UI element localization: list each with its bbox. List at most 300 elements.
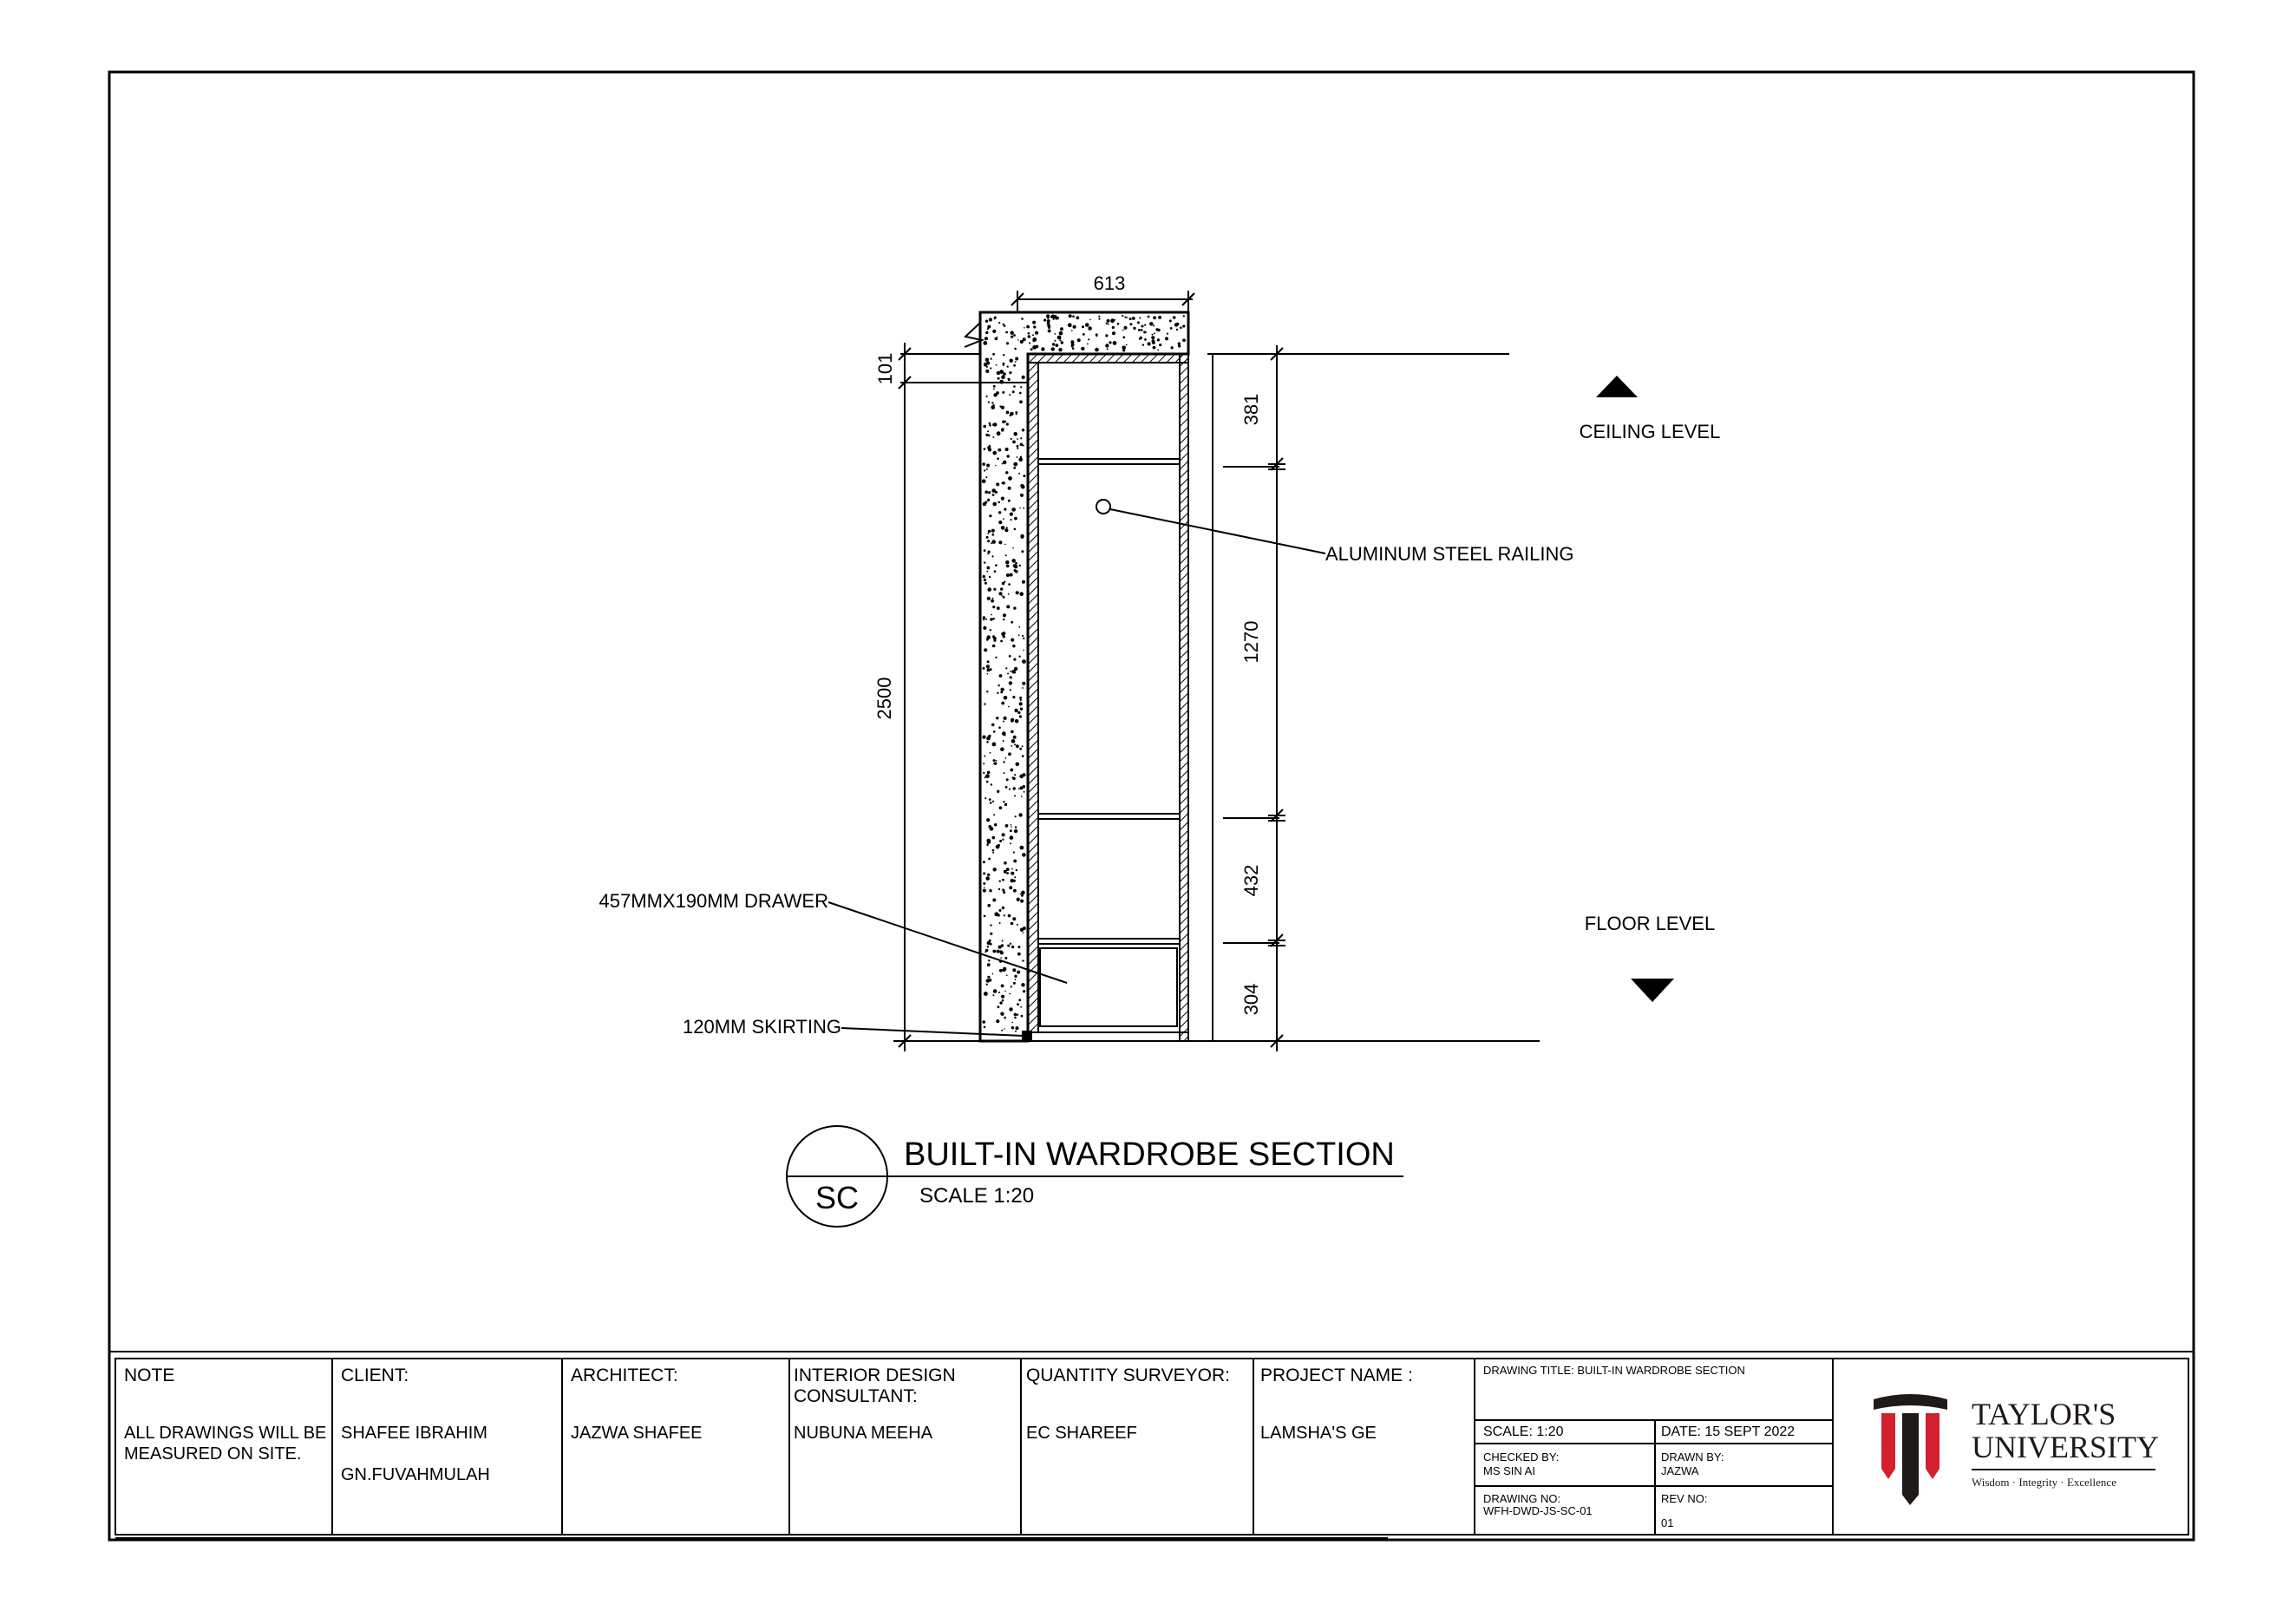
concrete-speckle: [1004, 870, 1007, 874]
concrete-speckle: [1019, 592, 1024, 596]
concrete-speckle: [985, 331, 988, 334]
concrete-speckle: [998, 521, 1002, 524]
concrete-speckle: [991, 405, 995, 409]
concrete-speckle: [1028, 335, 1031, 338]
concrete-speckle: [992, 606, 995, 608]
project-label: PROJECT NAME :: [1260, 1365, 1413, 1385]
concrete-speckle: [989, 798, 991, 801]
dim-613: 613: [1093, 272, 1126, 294]
concrete-speckle: [1001, 1030, 1003, 1031]
qs-label: QUANTITY SURVEYOR:: [1026, 1365, 1230, 1385]
concrete-speckle: [986, 984, 988, 986]
concrete-speckle: [1008, 500, 1011, 502]
concrete-speckle: [993, 422, 997, 426]
concrete-speckle: [1003, 354, 1004, 356]
concrete-speckle: [1073, 325, 1076, 329]
concrete-speckle: [1003, 324, 1004, 325]
concrete-speckle: [990, 933, 992, 935]
concrete-speckle: [1009, 681, 1012, 684]
concrete-speckle: [1032, 321, 1036, 324]
concrete-speckle: [1001, 702, 1004, 705]
concrete-speckle: [991, 542, 992, 544]
floor-level-triangle-icon: [1631, 979, 1674, 1002]
concrete-speckle: [986, 638, 989, 641]
concrete-speckle: [989, 445, 991, 447]
concrete-speckle: [1020, 786, 1024, 789]
concrete-speckle: [1013, 334, 1016, 337]
concrete-speckle: [996, 760, 998, 762]
shelf-top: [1038, 459, 1180, 464]
concrete-speckle: [1004, 957, 1007, 959]
concrete-speckle: [993, 868, 997, 871]
concrete-speckle: [992, 502, 997, 507]
concrete-speckle: [1013, 467, 1016, 469]
concrete-speckle: [1021, 318, 1024, 320]
wardrobe-left-panel: [1028, 363, 1038, 1032]
ceiling-level-label: CEILING LEVEL: [1579, 421, 1721, 442]
skirting-label: 120MM SKIRTING: [683, 1016, 841, 1038]
concrete-speckle: [1017, 924, 1018, 926]
drawing-title-field: DRAWING TITLE: BUILT-IN WARDROBE SECTION: [1483, 1364, 1745, 1377]
concrete-speckle: [998, 592, 1002, 595]
concrete-speckle: [992, 598, 994, 599]
concrete-speckle: [1000, 1012, 1004, 1016]
concrete-speckle: [1105, 344, 1109, 347]
concrete-speckle: [999, 1001, 1002, 1004]
concrete-speckle: [1006, 605, 1010, 608]
concrete-speckle: [1182, 324, 1185, 327]
concrete-speckle: [1014, 774, 1016, 776]
rev-value: 01: [1661, 1516, 1674, 1529]
concrete-speckle: [1019, 775, 1024, 779]
concrete-speckle: [1098, 316, 1100, 318]
concrete-speckle: [1010, 671, 1011, 672]
concrete-speckle: [1015, 411, 1017, 414]
concrete-speckle: [1016, 591, 1019, 594]
concrete-speckle: [1018, 999, 1021, 1001]
concrete-speckle: [1152, 337, 1154, 338]
shelf-middle: [1038, 814, 1180, 819]
concrete-speckle: [1004, 1017, 1006, 1019]
concrete-speckle: [1003, 613, 1006, 617]
concrete-speckle: [1004, 544, 1006, 546]
concrete-speckle: [1023, 508, 1024, 509]
drawing-title-block: [787, 1126, 1403, 1227]
concrete-speckle: [990, 827, 994, 831]
concrete-speckle: [992, 436, 994, 438]
concrete-speckle: [1122, 336, 1125, 338]
concrete-speckle: [1114, 319, 1115, 321]
concrete-speckle: [991, 402, 993, 403]
concrete-speckle: [1173, 316, 1176, 319]
concrete-speckle: [987, 325, 991, 329]
concrete-speckle: [985, 774, 990, 778]
concrete-speckle: [988, 530, 991, 534]
concrete-speckle: [1013, 432, 1017, 436]
concrete-speckle: [983, 575, 985, 578]
concrete-speckle: [1020, 699, 1022, 701]
concrete-speckle: [1013, 364, 1016, 367]
concrete-speckle: [1015, 815, 1017, 817]
concrete-speckle: [986, 566, 990, 570]
concrete-speckle: [1009, 886, 1012, 889]
concrete-speckle: [986, 536, 989, 539]
concrete-speckle: [1002, 907, 1004, 909]
concrete-speckle: [1007, 945, 1010, 947]
concrete-speckle: [1002, 634, 1004, 637]
concrete-speckle: [1011, 879, 1014, 882]
concrete-speckle: [1011, 745, 1012, 747]
concrete-speckle: [983, 425, 986, 429]
concrete-speckle: [983, 772, 984, 774]
concrete-speckle: [1013, 658, 1016, 661]
concrete-speckle: [982, 479, 986, 483]
concrete-speckle: [987, 976, 990, 979]
concrete-speckle: [987, 328, 989, 330]
concrete-speckle: [984, 776, 986, 778]
concrete-speckle: [1060, 327, 1063, 331]
concrete-speckle: [993, 588, 996, 591]
concrete-speckle: [1006, 868, 1010, 871]
concrete-speckle: [992, 950, 996, 953]
concrete-speckle: [1011, 739, 1016, 743]
concrete-speckle: [987, 904, 991, 907]
concrete-speckle: [1004, 757, 1006, 759]
concrete-speckle: [1059, 331, 1063, 336]
concrete-speckle: [989, 424, 991, 427]
concrete-speckle: [986, 464, 990, 468]
concrete-speckle: [1112, 326, 1115, 329]
ceiling-level-triangle-icon: [1596, 376, 1638, 397]
concrete-speckle: [1085, 323, 1089, 327]
concrete-speckle: [1105, 334, 1108, 337]
concrete-speckle: [1004, 772, 1005, 774]
concrete-speckle: [994, 570, 997, 573]
concrete-speckle: [1018, 626, 1020, 628]
concrete-speckle: [983, 872, 985, 874]
concrete-speckle: [1014, 517, 1017, 521]
concrete-speckle: [1017, 456, 1018, 458]
concrete-speckle: [1081, 347, 1084, 350]
concrete-speckle: [998, 322, 1000, 324]
concrete-speckle: [1157, 350, 1159, 351]
concrete-speckle: [999, 806, 1003, 809]
concrete-speckle: [1015, 570, 1018, 573]
drawer-label: 457MMX190MM DRAWER: [599, 890, 828, 912]
concrete-speckle: [1022, 853, 1026, 857]
concrete-speckle: [1020, 1006, 1022, 1008]
concrete-speckle: [1123, 326, 1127, 330]
concrete-speckle: [1013, 564, 1017, 567]
concrete-speckle: [1107, 348, 1109, 350]
concrete-speckle: [983, 341, 987, 345]
drawing-no-label: DRAWING NO:: [1483, 1492, 1561, 1505]
concrete-speckle: [988, 959, 990, 961]
concrete-speckle: [997, 457, 999, 460]
concrete-speckle: [984, 648, 987, 652]
concrete-speckle: [1180, 326, 1182, 329]
concrete-speckle: [1020, 900, 1024, 903]
concrete-speckle: [991, 599, 994, 603]
concrete-speckle: [1003, 372, 1006, 376]
concrete-speckle: [986, 468, 988, 470]
concrete-speckle: [1015, 1031, 1017, 1032]
concrete-speckle: [1017, 438, 1018, 440]
concrete-speckle: [1022, 755, 1024, 757]
logo-mark-icon: [1869, 1392, 1952, 1505]
concrete-speckle: [1014, 829, 1017, 833]
concrete-speckle: [1117, 323, 1120, 325]
concrete-speckle: [1012, 696, 1015, 698]
concrete-speckle: [1072, 315, 1075, 318]
checked-value: MS SIN AI: [1483, 1464, 1535, 1477]
concrete-speckle: [997, 337, 998, 338]
concrete-speckle: [1001, 995, 1004, 999]
concrete-speckle: [1014, 528, 1017, 531]
concrete-speckle: [1009, 788, 1011, 789]
concrete-speckle: [1058, 348, 1062, 351]
concrete-speckle: [1024, 327, 1025, 329]
concrete-speckle: [1012, 547, 1014, 549]
shelf-bottom: [1038, 939, 1180, 944]
concrete-speckle: [1033, 347, 1036, 350]
concrete-speckle: [982, 736, 985, 739]
concrete-speckle: [1010, 513, 1013, 516]
logo-tagline: Wisdom · Integrity · Excellence: [1972, 1476, 2116, 1489]
concrete-speckle: [1010, 842, 1011, 844]
concrete-speckle: [1017, 946, 1020, 948]
concrete-speckle: [1013, 462, 1017, 467]
concrete-speckle: [985, 619, 987, 620]
concrete-speckle: [1140, 337, 1142, 339]
concrete-speckle: [1095, 348, 1099, 352]
concrete-speckle: [993, 763, 995, 764]
concrete-speckle: [986, 781, 989, 783]
concrete-speckle: [1004, 914, 1005, 916]
concrete-speckle: [1001, 482, 1003, 484]
concrete-speckle: [997, 431, 1001, 435]
concrete-speckle: [1018, 656, 1020, 658]
concrete-speckle: [1015, 1026, 1018, 1030]
concrete-speckle: [1022, 682, 1025, 685]
concrete-speckle: [986, 665, 990, 668]
concrete-speckle: [1002, 940, 1004, 942]
concrete-speckle: [1052, 343, 1055, 345]
concrete-speckle: [1013, 736, 1017, 739]
concrete-speckle: [987, 771, 991, 775]
concrete-speckle: [988, 491, 991, 494]
concrete-speckle: [1019, 400, 1023, 403]
concrete-speckle: [998, 888, 1000, 890]
concrete-speckle: [1019, 715, 1022, 717]
concrete-speckle: [1005, 560, 1009, 564]
concrete-speckle: [999, 881, 1001, 882]
concrete-speckle: [1014, 348, 1017, 350]
concrete-speckle: [1020, 846, 1024, 850]
concrete-speckle: [984, 469, 985, 471]
concrete-speckle: [1153, 346, 1156, 350]
concrete-speckle: [997, 790, 999, 793]
concrete-speckle: [1023, 933, 1024, 934]
concrete-speckle: [1021, 1015, 1024, 1018]
concrete-speckle: [1056, 317, 1059, 320]
concrete-speckle: [1019, 508, 1021, 509]
concrete-speckle: [1011, 638, 1014, 642]
concrete-speckle: [999, 969, 1003, 972]
concrete-speckle: [1032, 339, 1035, 342]
concrete-speckle: [1148, 342, 1151, 345]
concrete-speckle: [1020, 484, 1024, 488]
concrete-speckle: [993, 759, 996, 762]
dim-1270: 1270: [1240, 620, 1262, 664]
concrete-speckle: [1001, 375, 1005, 379]
concrete-speckle: [987, 540, 990, 542]
concrete-speckle: [1006, 527, 1008, 528]
concrete-speckle: [1003, 461, 1007, 465]
concrete-speckle: [992, 451, 997, 455]
concrete-speckle: [1144, 338, 1147, 341]
concrete-speckle: [1011, 824, 1012, 826]
concrete-speckle: [998, 511, 1001, 514]
concrete-speckle: [989, 435, 991, 436]
concrete-speckle: [1048, 326, 1050, 329]
concrete-speckle: [988, 448, 991, 451]
concrete-speckle: [1010, 676, 1012, 678]
concrete-speckle: [1000, 640, 1003, 643]
concrete-speckle: [1018, 634, 1020, 636]
concrete-speckle: [987, 874, 990, 876]
concrete-speckle: [1048, 330, 1051, 333]
concrete-speckle: [1061, 341, 1063, 344]
concrete-speckle: [1088, 338, 1089, 340]
concrete-speckle: [1002, 879, 1004, 881]
concrete-speckle: [1006, 573, 1010, 577]
concrete-speckle: [1008, 752, 1011, 756]
concrete-speckle: [1020, 894, 1022, 895]
concrete-speckle: [1030, 348, 1033, 350]
concrete-speckle: [1169, 319, 1172, 322]
concrete-speckle: [1000, 587, 1003, 590]
concrete-speckle: [988, 551, 991, 553]
concrete-speckle: [1022, 580, 1025, 584]
concrete-speckle: [1008, 706, 1010, 708]
concrete-speckle: [1003, 364, 1004, 366]
concrete-speckle: [1003, 801, 1004, 802]
concrete-speckle: [1011, 1022, 1013, 1024]
concrete-speckle: [995, 564, 998, 566]
concrete-speckle: [1141, 325, 1144, 328]
concrete-speckle: [993, 814, 995, 815]
concrete-speckle: [1022, 429, 1024, 431]
concrete-speckle: [1096, 335, 1097, 337]
concrete-speckle: [1020, 928, 1024, 932]
concrete-speckle: [1132, 317, 1135, 320]
concrete-speckle: [1016, 869, 1017, 871]
concrete-speckle: [1089, 319, 1091, 321]
concrete-speckle: [1010, 835, 1014, 840]
concrete-speckle: [992, 645, 996, 648]
concrete-speckle: [992, 973, 994, 975]
concrete-speckle: [1020, 494, 1024, 497]
concrete-speckle: [1011, 922, 1014, 926]
note-label: NOTE: [124, 1365, 175, 1385]
concrete-speckle: [1144, 324, 1146, 326]
concrete-speckle: [983, 763, 984, 764]
floor-level-label: FLOOR LEVEL: [1584, 913, 1716, 934]
concrete-speckle: [1011, 1026, 1014, 1029]
concrete-speckle: [1014, 709, 1017, 712]
concrete-speckle: [1004, 696, 1008, 700]
concrete-speckle: [1012, 441, 1016, 444]
concrete-speckle: [1029, 342, 1030, 344]
concrete-speckle: [1003, 528, 1004, 530]
concrete-speckle: [1008, 914, 1011, 918]
concrete-speckle: [1129, 318, 1132, 320]
concrete-speckle: [1013, 787, 1016, 789]
concrete-speckle: [984, 756, 985, 757]
concrete-speckle: [1018, 813, 1022, 816]
concrete-speckle: [991, 534, 994, 536]
dimensions: [899, 291, 1285, 1051]
concrete-speckle: [996, 364, 998, 366]
concrete-speckle: [998, 684, 999, 686]
concrete-speckle: [1012, 645, 1015, 647]
concrete-speckle: [1043, 318, 1046, 321]
concrete-speckle: [1051, 347, 1055, 350]
concrete-speckle: [1006, 422, 1009, 425]
concrete-speckle: [1008, 487, 1011, 490]
concrete-speckle: [1158, 316, 1161, 319]
wardrobe-section: [893, 312, 1540, 1041]
concrete-speckle: [1005, 667, 1007, 669]
concrete-speckle: [1017, 448, 1018, 449]
concrete-speckle: [1122, 349, 1125, 351]
concrete-speckle: [1015, 979, 1017, 980]
logo-divider: [1972, 1469, 2155, 1470]
concrete-speckle: [990, 367, 991, 369]
concrete-speckle: [993, 637, 997, 640]
concrete-speckle: [1002, 420, 1005, 423]
concrete-speckle: [1047, 317, 1050, 319]
concrete-speckle: [1006, 975, 1008, 977]
railing-circle: [1096, 500, 1110, 514]
logo-name-line1: TAYLOR'S: [1972, 1397, 2116, 1431]
concrete-speckle: [983, 619, 985, 621]
concrete-speckle: [1006, 565, 1010, 568]
concrete-speckle: [1133, 327, 1135, 330]
concrete-speckle: [1011, 331, 1014, 335]
concrete-speckle: [1007, 673, 1009, 675]
concrete-speckle: [992, 852, 994, 854]
concrete-speckle: [1141, 329, 1143, 331]
concrete-speckle: [1000, 957, 1002, 959]
concrete-speckle: [987, 963, 991, 966]
concrete-speckle: [1017, 445, 1019, 448]
concrete-speckle: [1010, 359, 1013, 363]
concrete-speckle: [1041, 347, 1044, 350]
concrete-speckle: [1003, 721, 1004, 723]
concrete-speckle: [1076, 316, 1079, 319]
concrete-speckle: [1008, 583, 1011, 586]
concrete-speckle: [993, 388, 995, 390]
concrete-speckle: [991, 614, 992, 616]
concrete-speckle: [1005, 331, 1008, 334]
concrete-speckle: [1022, 745, 1024, 747]
concrete-speckle: [1003, 740, 1004, 742]
wardrobe-right-panel: [1180, 354, 1188, 1041]
concrete-speckle: [991, 540, 996, 544]
concrete-speckle: [1009, 655, 1011, 658]
